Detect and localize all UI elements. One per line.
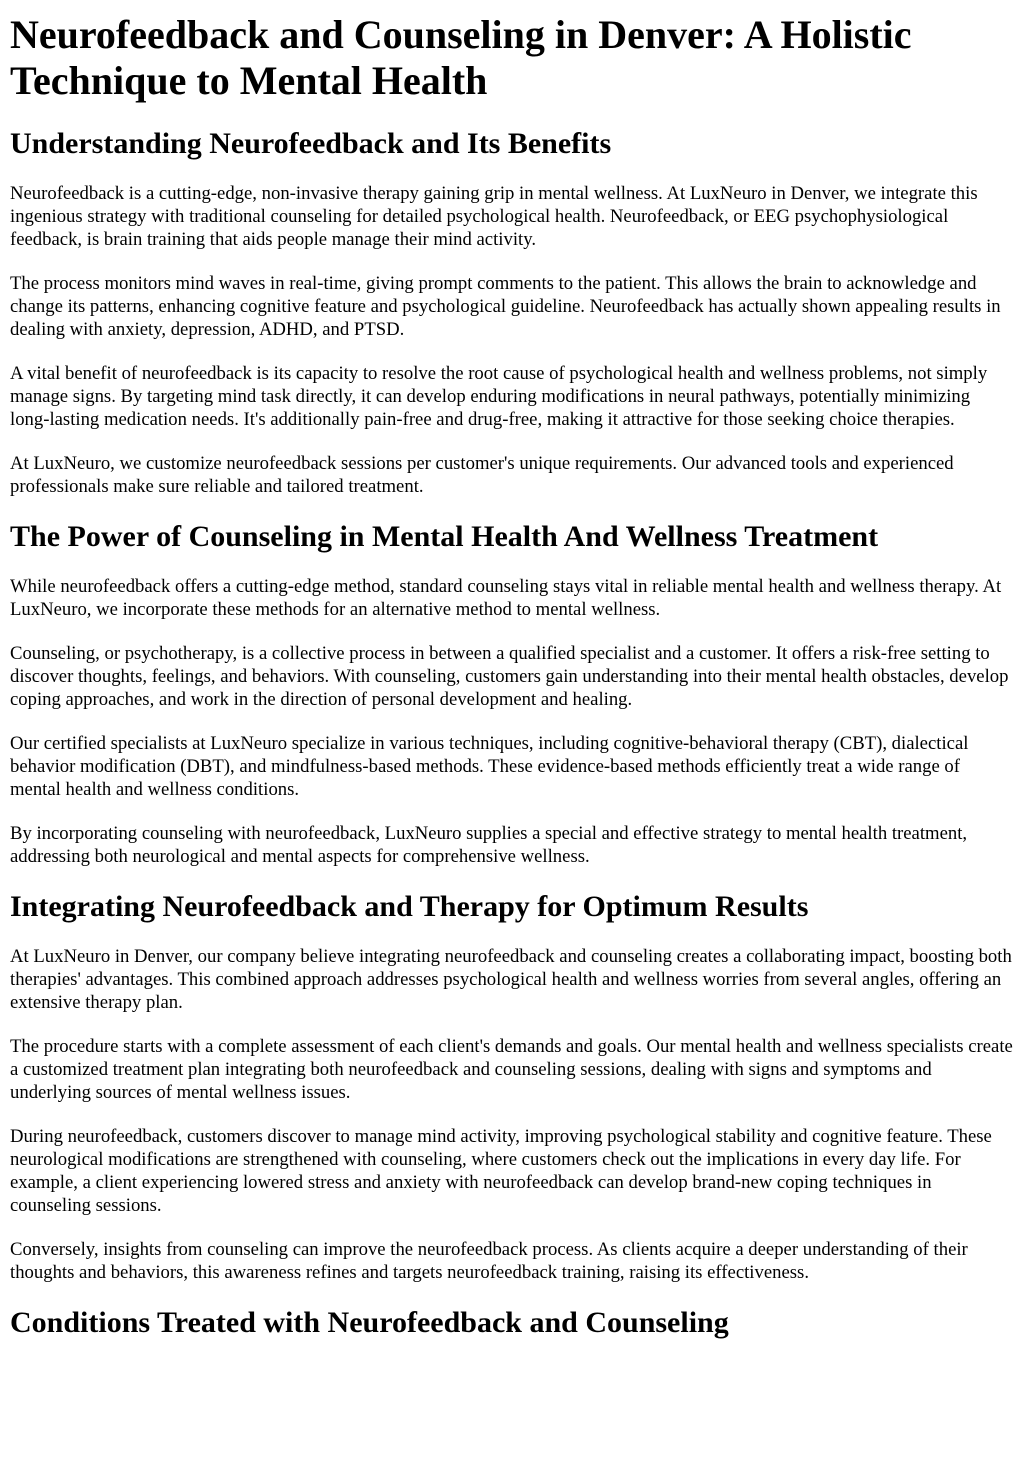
paragraph: At LuxNeuro in Denver, our company believe integrating neurofeedback and counseling creates a collaborating impact, boosting both therapies' advantages. This combined approach addresses psychological health and wellness worries from several angles, offering an extensive therapy plan. (10, 946, 1012, 1013)
section-heading-conditions-treated: Conditions Treated with Neurofeedback and Counseling (10, 1306, 729, 1339)
paragraph: At LuxNeuro, we customize neurofeedback sessions per customer's unique requirements. Our advanced tools and experienced professionals make sure reliable and tailored treatment. (10, 453, 954, 497)
section-heading-neurofeedback-benefits: Understanding Neurofeedback and Its Benefits (10, 127, 612, 160)
paragraph: By incorporating counseling with neurofeedback, LuxNeuro supplies a special and effective strategy to mental health treatment, addressing both neurological and mental aspects for comprehensive wellness. (10, 823, 968, 867)
paragraph: The process monitors mind waves in real-time, giving prompt comments to the patient. This allows the brain to acknowledge and change its patterns, enhancing cognitive feature and psychological guideline. Neurofeedback has actually shown appealing results in dealing with anxiety, depression, ADHD, and PTSD. (10, 273, 1001, 340)
paragraph: Conversely, insights from counseling can improve the neurofeedback process. As clients acquire a deeper understanding of their thoughts and behaviors, this awareness refines and targets neurofeedback training, raising its effectiveness. (10, 1239, 968, 1283)
section-heading-counseling-power: The Power of Counseling in Mental Health And Wellness Treatment (10, 520, 879, 553)
paragraph: While neurofeedback offers a cutting-edge method, standard counseling stays vital in reliable mental health and wellness therapy. At LuxNeuro, we incorporate these methods for an alternative method to mental wellness. (10, 576, 1002, 620)
section-heading-integrating-therapy: Integrating Neurofeedback and Therapy for Optimum Results (10, 890, 809, 923)
paragraph: Our certified specialists at LuxNeuro specialize in various techniques, including cognitive-behavioral therapy (CBT), dialectical behavior modification (DBT), and mindfulness-based methods. These evidence-based methods efficiently treat a wide range of mental health and wellness conditions. (10, 733, 969, 800)
paragraph: Neurofeedback is a cutting-edge, non-invasive therapy gaining grip in mental wellness. At LuxNeuro in Denver, we integrate this ingenious strategy with traditional counseling for detailed psychological health. Neurofeedback, or EEG psychophysiological feedback, is brain training that aids people manage their mind activity. (10, 183, 978, 250)
paragraph: Counseling, or psychotherapy, is a collective process in between a qualified specialist and a customer. It offers a risk-free setting to discover thoughts, feelings, and behaviors. With counseling, customers gain understanding into their mental health obstacles, develop coping approaches, and work in the direction of personal development and healing. (10, 643, 1009, 710)
paragraph: A vital benefit of neurofeedback is its capacity to resolve the root cause of psychological health and wellness problems, not simply manage signs. By targeting mind task directly, it can develop enduring modifications in neural pathways, potentially minimizing long-lasting medication needs. It's additionally pain-free and drug-free, making it attractive for those seeking choice therapies. (10, 363, 988, 430)
page-title: Neurofeedback and Counseling in Denver: A Holistic Technique to Mental Health (10, 12, 912, 103)
paragraph: During neurofeedback, customers discover to manage mind activity, improving psychological stability and cognitive feature. These neurological modifications are strengthened with counseling, where customers check out the implications in every day life. For example, a client experiencing lowered stress and anxiety with neurofeedback can develop brand-new coping techniques in counseling sessions. (10, 1126, 992, 1216)
paragraph: The procedure starts with a complete assessment of each client's demands and goals. Our mental health and wellness specialists create a customized treatment plan integrating both neurofeedback and counseling sessions, dealing with signs and symptoms and underlying sources of mental wellness issues. (10, 1036, 1013, 1103)
article (0, 12, 1024, 1340)
